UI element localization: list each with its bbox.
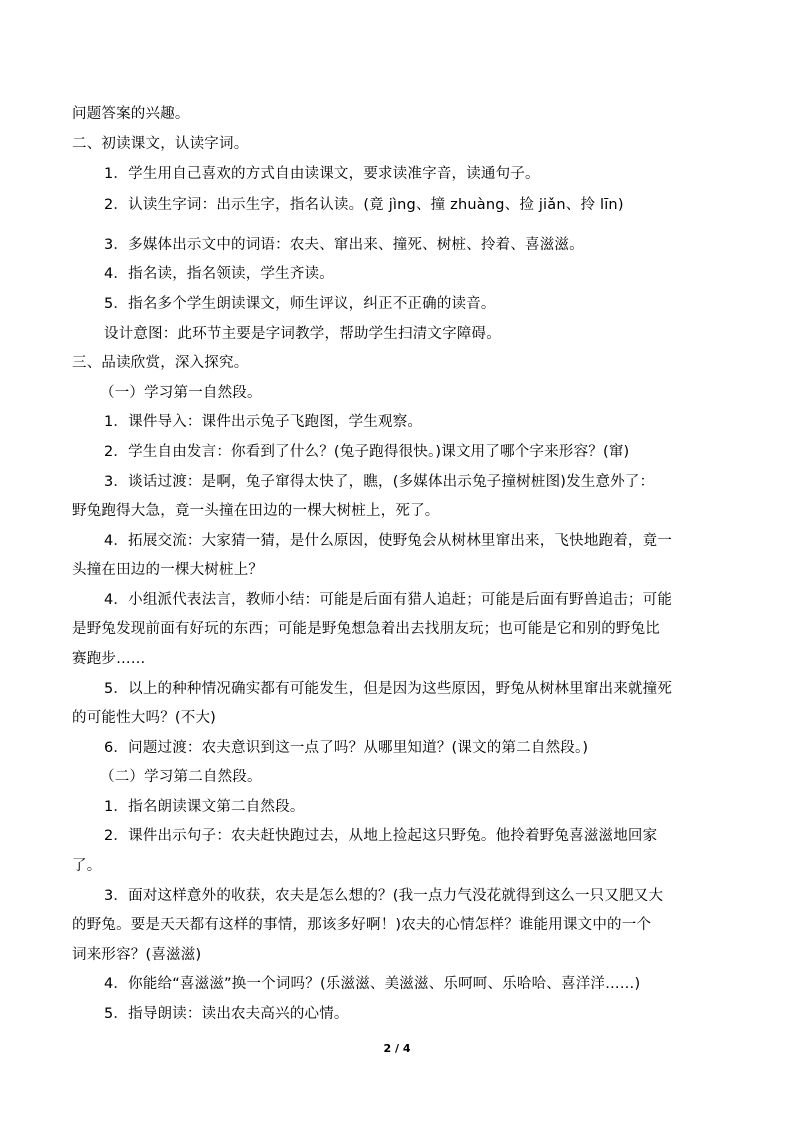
subsection-heading: （二）学习第二自然段。 [100,769,262,785]
section-heading: 二、初读课文，认读字词。 [72,136,249,152]
text-line: 1．学生用自己喜欢的方式自由读课文，要求读准字音，读通句子。 [104,166,540,182]
text-line: 是野兔发现前面有好玩的东西；可能是野兔想急着出去找朋友玩；也可能是它和别的野兔比 [72,621,660,637]
text-line: 4．小组派代表法言，教师小结：可能是后面有猎人追赶；可能是后面有野兽追击；可能 [104,592,673,608]
text-line: 的野兔。要是天天都有这样的事情，那该多好啊！)农夫的心情怎样？谁能用课文中的一个 [72,917,652,933]
text-line: 4．指名读，指名领读，学生齐读。 [104,266,334,282]
text-line: 词来形容？(喜滋滋) [72,947,202,963]
text-line: 2．学生自由发言：你看到了什么？(兔子跑得很快。)课文用了哪个字来形容？(窜) [104,444,630,460]
text-line: 5．指导朗读：读出农夫高兴的心情。 [104,1006,349,1022]
text-line: 赛跑步…… [72,651,146,667]
text-line: 了。 [72,858,102,874]
text-line: 4．拓展交流：大家猜一猜，是什么原因，使野兔会从树林里窜出来，飞快地跑着，竟一 [104,533,673,549]
design-intent: 设计意图：此环节主要是字词教学，帮助学生扫清文字障碍。 [104,326,501,342]
text-line: 2．课件出示句子：农夫赶快跑过去，从地上捡起这只野兔。他拎着野兔喜滋滋地回家 [104,828,658,844]
text-line: 问题答案的兴趣。 [72,106,190,122]
text-line: 3．面对这样意外的收获，农夫是怎么想的？(我一点力气没花就得到这么一只又肥又大 [104,888,664,904]
text-line: 3．谈话过渡：是啊，兔子窜得太快了，瞧，(多媒体出示兔子撞树桩图)发生意外了： [104,474,655,490]
text-line: 4．你能给“喜滋滋”换一个词吗？(乐滋滋、美滋滋、乐呵呵、乐哈哈、喜洋洋……) [104,976,641,992]
section-heading: 三、品读欣赏，深入探究。 [72,355,249,371]
text-line: 1．课件导入：课件出示兔子飞跑图，学生观察。 [104,414,423,430]
text-line: 5．以上的种种情况确实都有可能发生，但是因为这些原因，野兔从树林里窜出来就撞死 [104,681,673,697]
text-line: 野兔跑得大急，竟一头撞在田边的一棵大树桩上，死了。 [72,503,440,519]
subsection-heading: （一）学习第一自然段。 [100,385,262,401]
text-line: 6．问题过渡：农夫意识到这一点了吗？从哪里知道？(课文的第二自然段。) [104,740,589,756]
page-number: 2 / 4 [383,1042,411,1055]
text-line: 头撞在田边的一棵大树桩上？ [72,562,264,578]
text-line: 的可能性大吗？(不大) [72,710,217,726]
text-line: 1．指名朗读课文第二自然段。 [104,799,305,815]
text-line: 2．认读生字词：出示生字，指名认读。(竟 jìng、撞 zhuàng、捡 jiǎn、拎 līn) [104,197,624,213]
text-line: 5．指名多个学生朗读课文，师生评议，纠正不正确的读音。 [104,296,496,312]
text-line: 3．多媒体出示文中的词语：农夫、窜出来、撞死、树桩、拎着、喜滋滋。 [104,237,584,253]
